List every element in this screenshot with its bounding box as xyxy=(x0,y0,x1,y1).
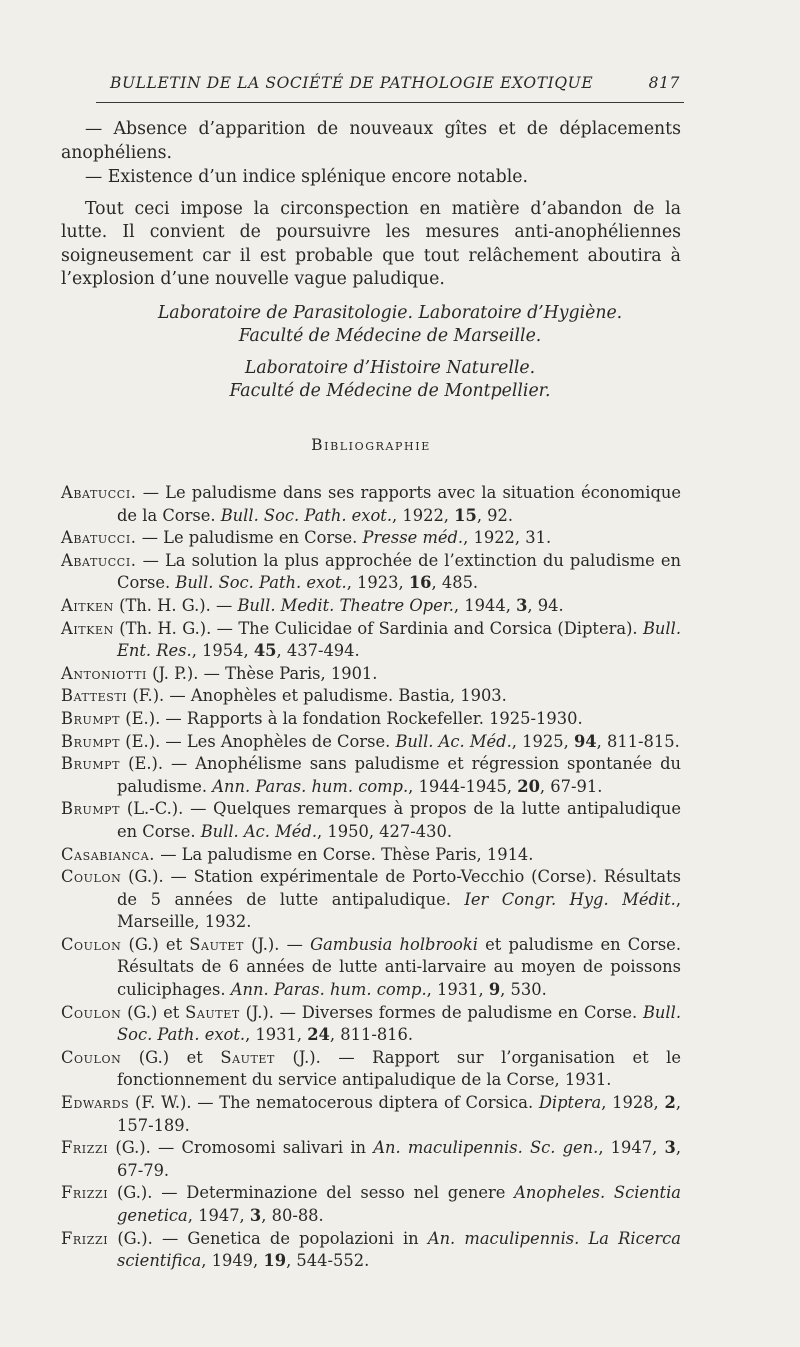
ref-author: Edwards xyxy=(61,1093,130,1113)
bibliography-entry xyxy=(61,685,681,708)
affiliation-line-3: Laboratoire d’Histoire Naturelle. xyxy=(244,357,536,378)
bibliography-entry xyxy=(61,731,681,754)
dash-item-1: — Absence d’apparition de nouveaux gîtes et de déplacements anophéliens. xyxy=(61,119,681,163)
ref-text: , 1949, xyxy=(201,1251,264,1271)
ref-author: Sautet xyxy=(220,1047,275,1067)
running-header xyxy=(110,74,680,92)
ref-volume: 94 xyxy=(573,731,597,751)
bibliography-entry xyxy=(61,1092,681,1137)
page-number: 817 xyxy=(648,74,680,92)
ref-author: Frizzi xyxy=(61,1228,109,1248)
ref-text: , 811-815. xyxy=(596,731,680,751)
bibliography-entry xyxy=(61,527,681,550)
ref-author: Brumpt xyxy=(61,731,121,751)
page-body xyxy=(61,118,681,1273)
ref-journal: An. maculipennis. La Ricerca scientifica xyxy=(117,1228,682,1271)
ref-author: Antoniotti xyxy=(61,663,147,683)
ref-text: (G.). — Genetica de popolazioni in xyxy=(108,1228,428,1248)
ref-text: (G.) et xyxy=(121,1002,186,1022)
ref-text: , 1928, xyxy=(601,1093,665,1113)
ref-text: , 80-88. xyxy=(261,1206,324,1225)
ref-text: (F. W.). — The nematocerous diptera of Corsica. xyxy=(129,1093,539,1113)
ref-journal: Presse méd. xyxy=(362,528,464,548)
ref-author: Coulon xyxy=(61,1047,122,1067)
ref-text: (J.). — xyxy=(243,934,311,954)
ref-text: (G.) et xyxy=(121,1047,221,1067)
bibliography-entry xyxy=(61,798,681,843)
ref-text: , 437-494. xyxy=(276,641,360,661)
bibliography-entry xyxy=(61,1182,681,1227)
ref-text: , 485. xyxy=(431,573,479,593)
ref-text: — La solution la plus approchée de l’extinction du paludisme en Corse. xyxy=(117,550,681,593)
bibliography-entry xyxy=(61,1002,681,1047)
ref-author: Brumpt xyxy=(61,799,121,819)
journal-title: BULLETIN DE LA SOCIÉTÉ DE PATHOLOGIE EXOTIQUE xyxy=(110,74,594,92)
ref-text: , 1944, xyxy=(453,595,517,615)
ref-text: — Le paludisme en Corse. xyxy=(136,528,363,548)
ref-text: , 157-189. xyxy=(117,1093,681,1135)
ref-text: (Th. H. G.). — The Culicidae of Sardinia and Corsica (Diptera). xyxy=(113,618,643,638)
ref-text: , 1944-1945, xyxy=(408,776,518,796)
ref-volume: 15 xyxy=(454,505,477,525)
ref-text: (G.) et xyxy=(121,934,190,954)
ref-volume: 19 xyxy=(263,1251,287,1271)
ref-author: Abatucci. xyxy=(61,550,137,570)
bibliography-entry xyxy=(61,866,681,934)
bibliography-entry xyxy=(61,482,681,527)
ref-journal: Anopheles. Scientia genetica xyxy=(117,1183,681,1225)
header-rule xyxy=(96,102,684,103)
bibliography-entry xyxy=(61,595,681,618)
bibliography-heading: Bibliographie xyxy=(311,435,431,454)
ref-text: , 1922, 31. xyxy=(463,528,552,548)
bibliography-entry xyxy=(61,663,681,686)
bibliography-entry xyxy=(61,844,681,867)
ref-text: (G.). — Determinazione del sesso nel genere xyxy=(108,1183,515,1203)
ref-text: (J.). — Diverses formes de paludisme en Corse. xyxy=(239,1002,643,1022)
ref-text: , 544-552. xyxy=(286,1251,370,1271)
ref-journal: Bull. Ent. Res. xyxy=(117,618,681,661)
ref-author: Sautet xyxy=(185,1002,240,1022)
ref-text: (Th. H. G.). — xyxy=(113,595,238,615)
ref-journal: Bull. Soc. Path. exot. xyxy=(117,1002,681,1045)
ref-text: (J.). — Rapport sur l’organisation et le fonctionnement du service antipaludique de la Corse, 1931. xyxy=(117,1047,681,1090)
ref-text: , 67-91. xyxy=(539,776,603,796)
ref-text: , 94. xyxy=(527,595,564,615)
ref-author: Abatucci. xyxy=(61,483,137,502)
ref-author: Coulon xyxy=(61,867,122,887)
ref-author: Aitken xyxy=(61,595,114,615)
dash-item-2: — Existence d’un indice splénique encore notable. xyxy=(85,167,528,187)
ref-text: (E.). — Les Anophèles de Corse. xyxy=(120,731,396,751)
ref-volume: 3 xyxy=(249,1206,262,1225)
ref-journal: Bull. Soc. Path. exot. xyxy=(175,573,347,593)
bibliography-entry xyxy=(61,550,681,595)
ref-journal: Gambusia holbrooki xyxy=(310,934,478,954)
ref-author: Casabianca. xyxy=(61,844,156,864)
ref-text: — La paludisme en Corse. Thèse Paris, 1914. xyxy=(155,844,534,864)
ref-volume: 3 xyxy=(516,595,528,615)
ref-journal: An. maculipennis. Sc. gen. xyxy=(373,1138,599,1158)
ref-text: (G.). — Station expérimentale de Porto-Vecchio (Corse). Résultats de 5 années de lutte antipaludique. xyxy=(117,867,681,909)
ref-volume: 16 xyxy=(408,573,432,593)
bibliography-list xyxy=(61,482,681,1273)
bibliography-entry xyxy=(61,618,681,663)
ref-text: , 92. xyxy=(476,505,514,525)
ref-text: , 1950, 427-430. xyxy=(317,821,453,841)
ref-journal: Ier Congr. Hyg. Médit. xyxy=(464,889,676,909)
ref-text: (L.-C.). — Quelques remarques à propos de la lutte antipaludique en Corse. xyxy=(117,799,681,841)
ref-text: , 1922, xyxy=(392,505,455,525)
ref-journal: Ann. Paras. hum. comp. xyxy=(230,980,427,1000)
bibliography-entry xyxy=(61,934,681,1002)
ref-volume: 20 xyxy=(517,776,540,796)
ref-author: Aitken xyxy=(61,618,114,638)
ref-journal: Bull. Ac. Méd. xyxy=(395,731,512,751)
ref-journal: Ann. Paras. hum. comp. xyxy=(212,776,409,796)
affiliation-line-4: Faculté de Médecine de Montpellier. xyxy=(229,381,551,401)
bibliography-entry xyxy=(61,708,681,731)
ref-journal: Diptera xyxy=(538,1093,602,1113)
ref-text: (F.). — Anophèles et paludisme. Bastia, 1903. xyxy=(127,686,507,706)
ref-volume: 45 xyxy=(253,641,277,661)
ref-author: Frizzi xyxy=(61,1183,109,1203)
ref-text: (J. P.). — Thèse Paris, 1901. xyxy=(146,663,378,683)
ref-text: (G.). — Cromosomi salivari in xyxy=(108,1138,374,1158)
ref-author: Coulon xyxy=(61,934,122,954)
ref-text: , 811-816. xyxy=(329,1025,414,1045)
affiliation-line-2: Faculté de Médecine de Marseille. xyxy=(238,326,542,346)
ref-volume: 9 xyxy=(488,980,501,1000)
ref-text: , 1923, xyxy=(346,573,409,593)
bibliography-entry xyxy=(61,1137,681,1182)
ref-text: , 1947, xyxy=(598,1138,665,1158)
ref-text: , 67-79. xyxy=(117,1138,682,1180)
affiliation-line-1: Laboratoire de Parasitologie. Laboratoire d’Hygiène. xyxy=(157,302,623,323)
ref-author: Sautet xyxy=(189,934,244,954)
ref-volume: 2 xyxy=(664,1093,676,1113)
ref-text: (E.). — Rapports à la fondation Rockefeller. 1925-1930. xyxy=(120,708,583,728)
ref-journal: Bull. Soc. Path. exot. xyxy=(220,505,393,525)
ref-author: Coulon xyxy=(61,1002,122,1022)
ref-text: , 530. xyxy=(500,980,547,1000)
conclusion-paragraph: Tout ceci impose la circonspection en matière d’abandon de la lutte. Il convient de poursuivre les mesures anti-anophéliennes soigneusement car il est probable que tout relâchement aboutira à l’explosion d’une nouvelle vague paludique. xyxy=(61,198,681,289)
bibliography-entry xyxy=(61,1228,681,1273)
ref-volume: 24 xyxy=(307,1025,330,1045)
ref-text: — Le paludisme dans ses rapports avec la situation économique de la Corse. xyxy=(117,483,681,525)
ref-volume: 3 xyxy=(664,1138,676,1158)
ref-journal: Bull. Ac. Méd. xyxy=(200,821,318,841)
ref-text: et paludisme en Corse. Résultats de 6 années de lutte anti-larvaire au moyen de poissons culiciphages. xyxy=(117,934,681,1000)
ref-text: , 1954, xyxy=(191,641,254,661)
ref-author: Frizzi xyxy=(61,1138,109,1158)
ref-text: , 1947, xyxy=(187,1206,250,1225)
ref-text: (E.). — Anophélisme sans paludisme et régression spontanée du paludisme. xyxy=(117,754,681,796)
ref-text: , 1931, xyxy=(426,980,489,1000)
ref-author: Battesti xyxy=(61,686,128,706)
ref-author: Brumpt xyxy=(61,708,121,728)
ref-text: , 1931, xyxy=(245,1025,308,1045)
ref-text: , Marseille, 1932. xyxy=(117,889,681,932)
ref-journal: Bull. Medit. Theatre Oper. xyxy=(237,595,454,615)
ref-author: Abatucci. xyxy=(61,528,137,548)
ref-author: Brumpt xyxy=(61,754,121,774)
bibliography-entry xyxy=(61,753,681,798)
ref-text: , 1925, xyxy=(511,731,574,751)
bibliography-entry xyxy=(61,1047,681,1092)
